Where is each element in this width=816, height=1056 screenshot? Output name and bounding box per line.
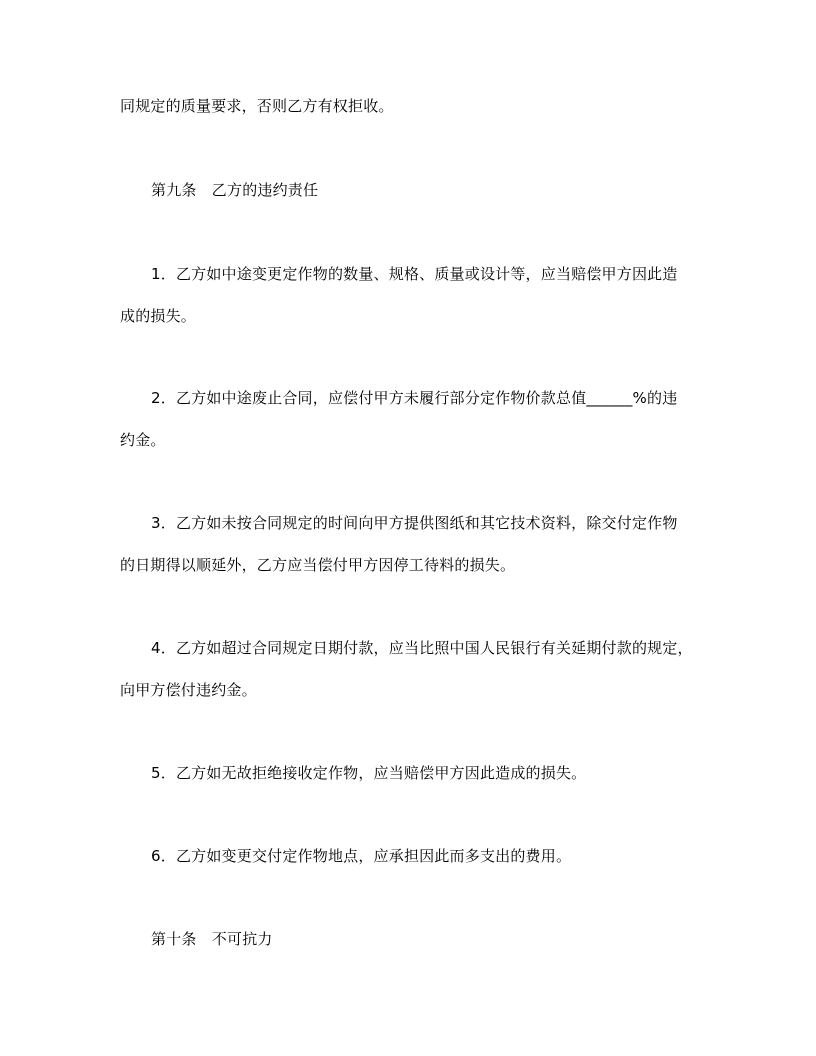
clause-5-line: 5．乙方如无故拒绝接收定作物，应当赔偿甲方因此造成的损失。 [151, 764, 587, 782]
clause-6-line: 6．乙方如变更交付定作物地点，应承担因此而多支出的费用。 [151, 847, 572, 865]
clause-1-line-1: 1．乙方如中途变更定作物的数量、规格、质量或设计等，应当赔偿甲方因此造 [151, 265, 678, 283]
clause-3-line-1: 3．乙方如未按合同规定的时间向甲方提供图纸和其它技术资料，除交付定作物 [151, 514, 678, 532]
article-10-heading: 第十条 不可抗力 [151, 930, 273, 948]
clause-3-line-2: 的日期得以顺延外，乙方应当偿付甲方因停工待料的损失。 [120, 556, 516, 574]
article-9-heading: 第九条 乙方的违约责任 [151, 181, 319, 199]
clause-4-line-1: 4．乙方如超过合同规定日期付款，应当比照中国人民银行有关延期付款的规定， [151, 639, 693, 657]
text-line-continuation: 同规定的质量要求，否则乙方有权拒收。 [120, 97, 394, 115]
clause-2-line-1: 2．乙方如中途废止合同，应偿付甲方未履行部分定作物价款总值______%的违 [151, 389, 678, 407]
clause-1-line-2: 成的损失。 [120, 307, 197, 325]
clause-2-line-2: 约金。 [120, 431, 166, 449]
clause-4-line-2: 向甲方偿付违约金。 [120, 681, 257, 699]
